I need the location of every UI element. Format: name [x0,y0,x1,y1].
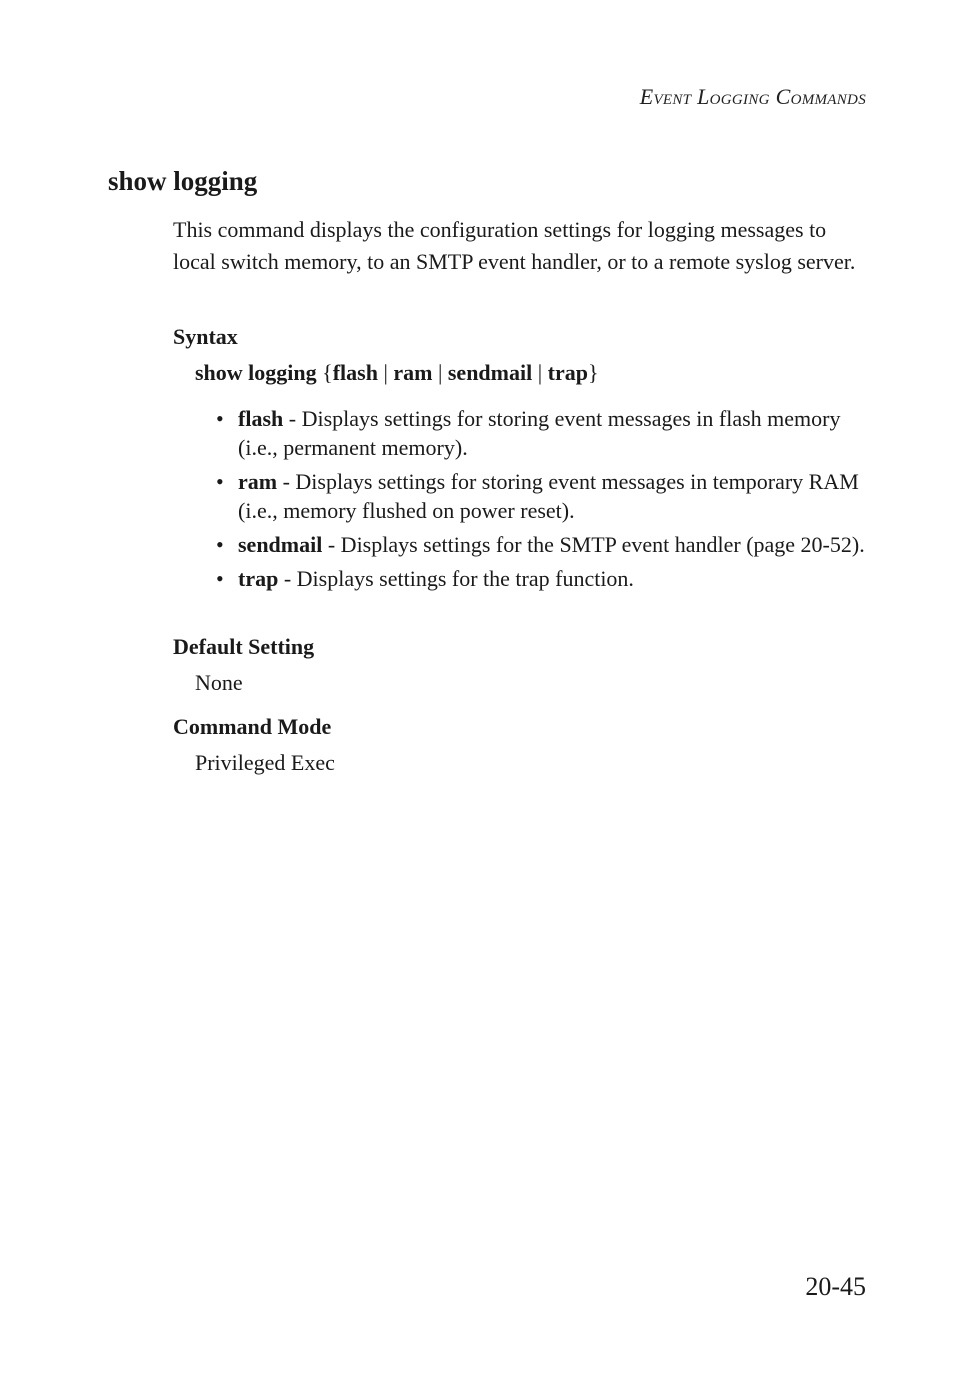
syntax-option-list [216,404,876,598]
option-term: sendmail [238,532,323,557]
syntax-option-trap: trap [547,360,588,385]
syntax-option-ram: ram [393,360,433,385]
bullet-icon: • [216,469,224,494]
intro-paragraph: This command displays the configuration settings for logging messages to local switch memory, to an SMTP event handler, or to a remote syslog server. [173,217,856,274]
page-number: 20-45 [805,1272,866,1301]
default-setting-value: None [195,670,243,695]
option-description: - Displays settings for the trap function. [278,566,634,591]
running-header: Event Logging Commands [639,84,866,109]
option-description: - Displays settings for storing event messages in flash memory (i.e., permanent memory). [238,406,841,460]
bullet-icon: • [216,532,224,557]
bullet-icon: • [216,406,224,431]
option-description: - Displays settings for storing event messages in temporary RAM (i.e., memory flushed on power reset). [238,469,859,523]
syntax-separator: | [437,360,443,385]
option-term: flash [238,406,284,431]
list-item [216,404,876,462]
list-item [216,530,876,559]
syntax-command-line [195,360,599,386]
syntax-separator: | [383,360,388,385]
list-item [216,564,876,593]
option-description: - Displays settings for the SMTP event handler (page 20-52). [322,532,865,557]
command-mode-heading: Command Mode [173,714,332,739]
syntax-command: show logging [195,360,317,385]
option-term: ram [238,469,278,494]
syntax-open-brace: { [322,360,333,385]
section-title: show logging [108,166,258,196]
syntax-close-brace: } [587,360,599,385]
bullet-icon: • [216,566,224,591]
default-setting-heading: Default Setting [173,634,315,659]
syntax-option-sendmail: sendmail [447,360,533,385]
option-term: trap [238,566,279,591]
syntax-heading: Syntax [173,324,238,349]
syntax-separator: | [537,360,543,385]
command-mode-value: Privileged Exec [195,750,335,775]
list-item [216,467,876,525]
syntax-option-flash: flash [332,360,378,385]
